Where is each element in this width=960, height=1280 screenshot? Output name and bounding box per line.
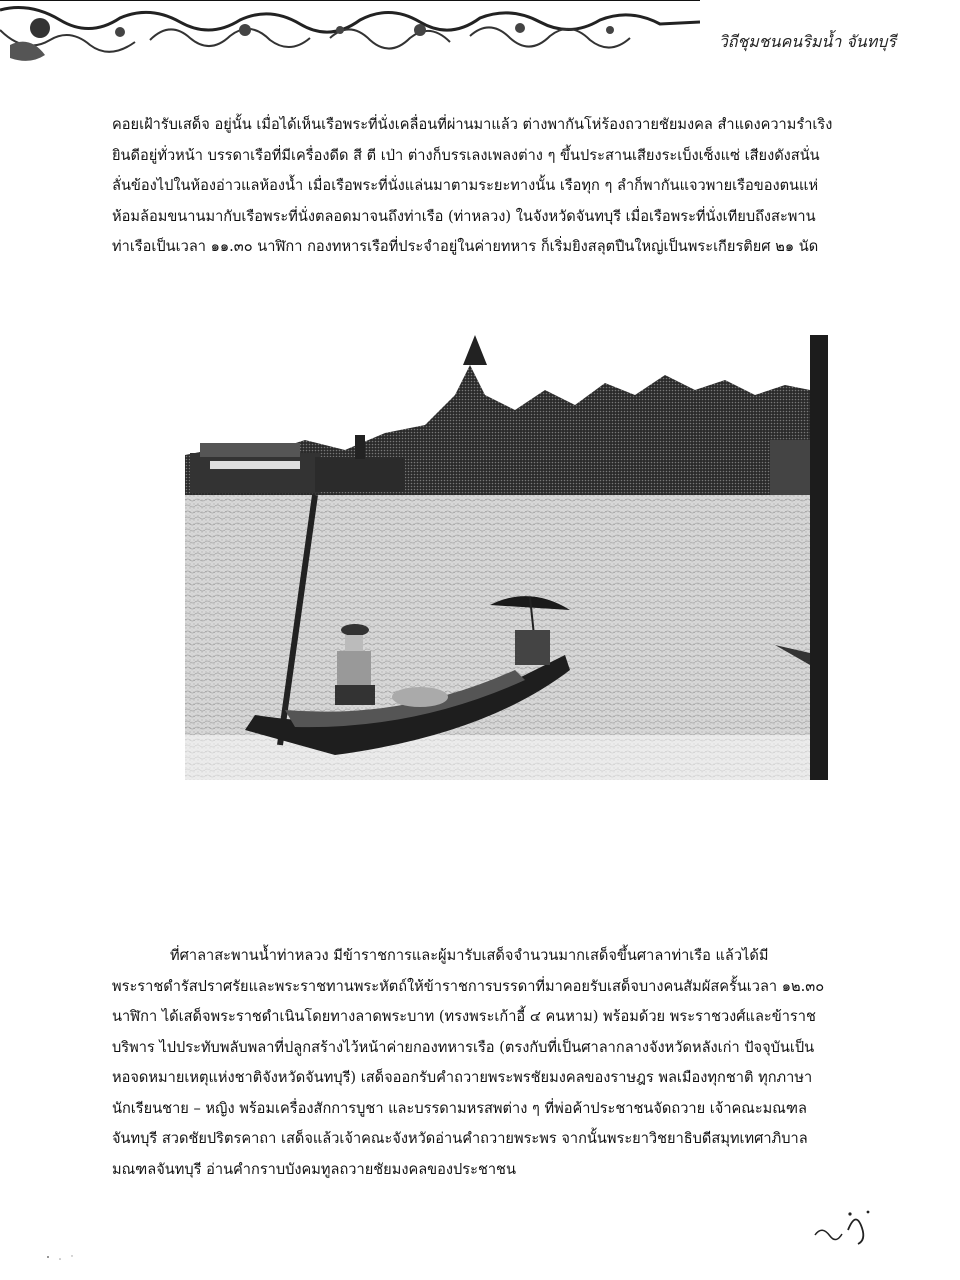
paragraph-line: ห้อมล้อมขนานมากับเรือพระที่นั่งตลอดมาจนถึงท่าเรือ (ท่าหลวง) ในจังหวัดจันทบุรี เมื่อเรือพระที่นั่งเทียบถึงสะพาน (112, 207, 816, 225)
paragraph-line: นักเรียนชาย – หญิง พร้อมเครื่องสักการบูชา และบรรดามหรสพต่าง ๆ ที่พ่อค้าประชาชนจัดถวาย เจ้าคณะมณฑล (112, 1099, 807, 1117)
floral-scroll-ornament-icon (0, 0, 700, 70)
handwritten-signature-mark-icon (810, 1200, 880, 1250)
paragraph-2 (112, 941, 882, 1185)
paragraph-line: นาฬิกา ได้เสด็จพระราชดำเนินโดยทางลาดพระบาท (ทรงพระเก้าอี้ ๔ คนหาม) พร้อมด้วย พระราชวงศ์และข้าราช (112, 1008, 816, 1025)
river-boats-photo (185, 335, 830, 780)
running-header-title: วิถีชุมชนคนริมน้ำ จันทบุรี (718, 32, 896, 51)
paragraph-line: พระราชดำรัสปราศรัยและพระราชทานพระหัตถ์ให้ข้าราชการบรรดาที่มาคอยรับเสด็จบางคนสัมผัสครั้นเวลา ๑๒.๓๐ (112, 977, 825, 995)
paragraph-line: บริพาร ไปประทับพลับพลาที่ปลูกสร้างไว้หน้าค่ายกองทหารเรือ (ตรงกับที่เป็นศาลากลางจังหวัดหลังเก่า ปัจจุบันเป็น (112, 1038, 815, 1056)
paragraph-line: มณฑลจันทบุรี อ่านคำกราบบังคมทูลถวายชัยมงคลของประชาชน (112, 1160, 516, 1178)
paragraph-line: จันทบุรี สวดชัยปริตรคาถา เสด็จแล้วเจ้าคณะจังหวัดอ่านคำถวายพระพร จากนั้นพระยาวิชยาธิบดีสมุทเทศาภิบาล (112, 1130, 808, 1147)
paragraph-line: ท่าเรือเป็นเวลา ๑๑.๓๐ นาฬิกา กองทหารเรือที่ประจำอยู่ในค่ายทหาร ก็เริ่มยิงสลุตปืนใหญ่เป็นพระเกียรติยศ ๒๑ นัด (112, 238, 819, 255)
paragraph-line: ที่ศาลาสะพานน้ำท่าหลวง มีข้าราชการและผู้มารับเสด็จจำนวนมากเสด็จขึ้นศาลาท่าเรือ แล้วได้มี (170, 947, 769, 964)
paragraph-line: คอยเฝ้ารับเสด็จ อยู่นั้น เมื่อได้เห็นเรือพระที่นั่งเคลื่อนที่ผ่านมาแล้ว ต่างพากันโห่ร้องถวายชัยมงคล สำแดงความรำเริง (112, 116, 833, 133)
paragraph-1 (112, 110, 882, 263)
paragraph-line: ลั่นข้องไปในห้องอ่าวแลห้องน้ำ เมื่อเรือพระที่นั่งแล่นมาตามระยะทางนั้น เรือทุก ๆ ลำก็พากันแจวพายเรือของตนแห่ (112, 177, 819, 194)
paragraph-line: ยินดีอยู่ทั่วหน้า บรรดาเรือที่มีเครื่องดีด สี ตี เป่า ต่างก็บรรเลงเพลงต่าง ๆ ขึ้นประสานเสียงระเบ็งเซ็งแซ่ เสียงดังสนั่น (112, 146, 820, 164)
photo-illustration (185, 335, 830, 780)
paragraph-line: หอจดหมายเหตุแห่งชาติจังหวัดจันทบุรี) เสด็จออกรับคำถวายพระพรชัยมงคลของราษฎร พลเมืองทุกชาติ ทุกภาษา (112, 1069, 813, 1086)
scan-speckle-mark (40, 1250, 100, 1264)
